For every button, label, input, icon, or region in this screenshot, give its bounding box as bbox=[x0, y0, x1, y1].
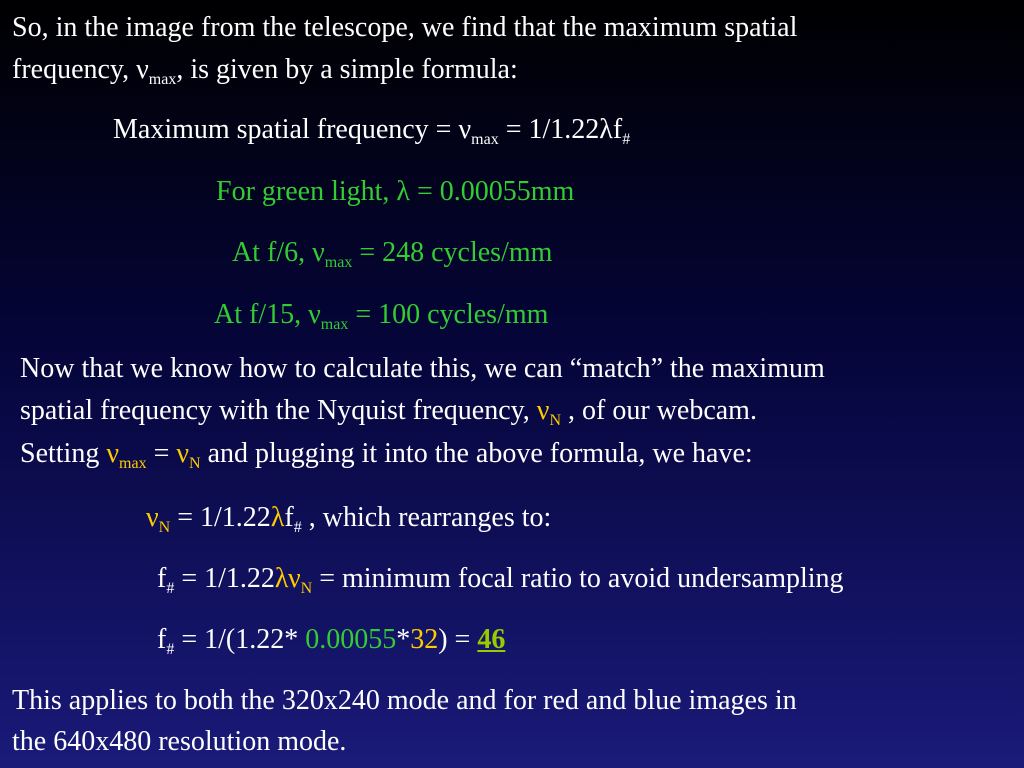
f15-text-b: = 100 cycles/mm bbox=[348, 299, 549, 330]
para-line-2 bbox=[20, 395, 757, 427]
hash-subscript: # bbox=[293, 519, 302, 536]
nu-symbol: ν bbox=[536, 395, 550, 426]
eq2-text-a: = 1/1.22 bbox=[174, 563, 275, 594]
eq2-text-b: = minimum focal ratio to avoid undersampling bbox=[312, 563, 844, 594]
f6-line bbox=[232, 237, 552, 269]
max-subscript: max bbox=[119, 455, 147, 472]
equation-3 bbox=[157, 624, 505, 656]
f15-line bbox=[214, 299, 548, 331]
f6-text-a: At f/6, bbox=[232, 237, 313, 268]
nu-symbol: ν bbox=[106, 438, 120, 469]
multiply-sign: * bbox=[396, 624, 411, 655]
nu-symbol: ν bbox=[146, 502, 159, 533]
max-subscript: max bbox=[148, 71, 177, 88]
hash-subscript: # bbox=[622, 131, 631, 148]
intro-line-1: So, in the image from the telescope, we find that the maximum spatial bbox=[12, 12, 798, 43]
nu-symbol: ν bbox=[136, 54, 149, 85]
wavelength-value: 0.00055 bbox=[305, 624, 397, 655]
n-subscript: N bbox=[189, 455, 201, 472]
hash-subscript: # bbox=[166, 580, 175, 597]
lambda-symbol: λ bbox=[274, 563, 288, 594]
f-symbol: f bbox=[157, 624, 167, 655]
n-subscript: N bbox=[549, 412, 562, 429]
eq3-text-b: ) = bbox=[438, 624, 478, 655]
f-symbol: f bbox=[612, 114, 623, 145]
intro-line-2 bbox=[12, 54, 518, 86]
formula-text-b: = 1/1.22 bbox=[498, 114, 600, 145]
n-subscript: N bbox=[300, 580, 313, 597]
max-subscript: max bbox=[471, 131, 499, 148]
lambda-symbol: λ bbox=[599, 114, 613, 145]
f15-text-a: At f/15, bbox=[214, 299, 309, 330]
n-subscript: N bbox=[158, 519, 171, 536]
closing-line-1: This applies to both the 320x240 mode and for red and blue images in bbox=[12, 685, 797, 716]
para-text-c: Setting bbox=[20, 438, 107, 469]
equation-2 bbox=[157, 563, 844, 595]
para-text-b: , of our webcam. bbox=[561, 395, 757, 426]
intro-text-b: , is given by a simple formula: bbox=[176, 54, 518, 85]
para-line-1: Now that we know how to calculate this, we can “match” the maximum bbox=[20, 353, 825, 384]
eq1-text-b: , which rearranges to: bbox=[301, 502, 552, 533]
nu-symbol: ν bbox=[176, 438, 190, 469]
equals-sign: = bbox=[146, 438, 177, 469]
result-value: 46 bbox=[477, 624, 506, 655]
nu-symbol: ν bbox=[458, 114, 472, 145]
nu-symbol: ν bbox=[308, 299, 321, 330]
f-symbol: f bbox=[284, 502, 294, 533]
eq3-text-a: = 1/(1.22* bbox=[174, 624, 306, 655]
para-line-3 bbox=[20, 438, 753, 470]
f-symbol: f bbox=[157, 563, 167, 594]
lambda-symbol: λ bbox=[270, 502, 285, 533]
nu-symbol: ν bbox=[287, 563, 301, 594]
para-text-d: and plugging it into the above formula, we have: bbox=[200, 438, 753, 469]
formula-text-a: Maximum spatial frequency = bbox=[113, 114, 459, 145]
max-subscript: max bbox=[324, 254, 353, 271]
closing-line-2: the 640x480 resolution mode. bbox=[12, 726, 347, 757]
para-text-a: spatial frequency with the Nyquist frequency, bbox=[20, 395, 537, 426]
max-subscript: max bbox=[320, 316, 349, 333]
eq1-text-a: = 1/1.22 bbox=[170, 502, 271, 533]
formula-line bbox=[113, 114, 630, 146]
green-light-line: For green light, λ = 0.00055mm bbox=[216, 176, 575, 207]
frequency-value: 32 bbox=[410, 624, 439, 655]
equation-1 bbox=[146, 502, 551, 534]
intro-text-a: frequency, bbox=[12, 54, 137, 85]
f6-text-b: = 248 cycles/mm bbox=[352, 237, 553, 268]
nu-symbol: ν bbox=[312, 237, 325, 268]
hash-subscript: # bbox=[166, 641, 175, 658]
